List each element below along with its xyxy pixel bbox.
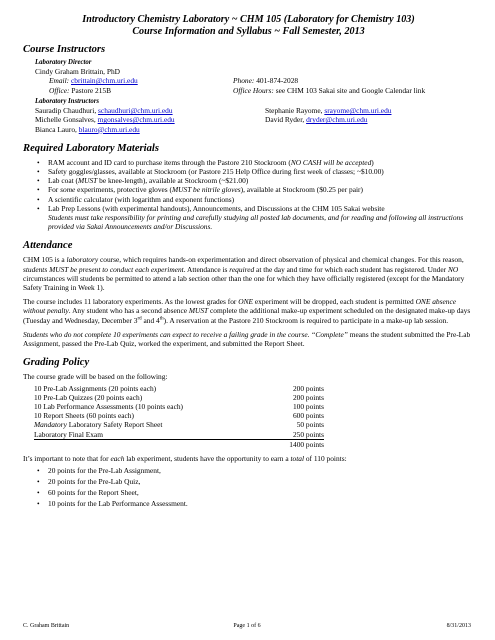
page-footer: [23, 622, 471, 630]
section-heading-attendance: Attendance: [23, 240, 73, 252]
email-label: Email:: [49, 76, 70, 86]
bullet-icon: •: [37, 477, 40, 487]
attendance-paragraph-3: Students who do not complete 10 experiments can expect to receive a failing grade in the course. “Complete” means the student submitted the Pre-Lab Assignment, passed the Pre-Lab Quiz, worked the experiment, and submitted the Report Sheet.: [23, 329, 471, 349]
grading-table: [34, 384, 334, 449]
instructor-email-link[interactable]: schaudhuri@chm.uri.edu: [98, 106, 173, 116]
director-email-link[interactable]: cbrittain@chm.uri.edu: [70, 76, 138, 86]
office-label: Office:: [49, 85, 70, 95]
instructor-email-link[interactable]: blauro@chm.uri.edu: [78, 124, 140, 134]
instructor-email-link[interactable]: srayome@chm.uri.edu: [324, 106, 392, 116]
materials-note: Students must take responsibility for printing and carefully studying all posted lab documents, and for reading and following all instructions provided via Sakai Announcements and/or Discussions.: [48, 213, 464, 232]
points-list: [23, 465, 474, 509]
instructor-name: Stephanie Rayome,: [265, 106, 323, 116]
grading-note: It’s important to note that for each lab experiment, students have the opportunity to earn a total of 110 points:: [23, 453, 347, 463]
table-row: 10 Pre-Lab Quizzes (20 points each) 200 points: [34, 392, 324, 402]
list-item: • Safety goggles/glasses, available at Stockroom (or Pastore 215 Help Office during first week of classes; ~$10.00): [37, 167, 384, 177]
materials-list: [23, 158, 474, 232]
director-name: Cindy Graham Brittain, PhD: [35, 67, 120, 77]
document-header: [23, 14, 474, 39]
bullet-icon: •: [37, 203, 40, 213]
instructor-email-link[interactable]: dryder@chm.uri.edu: [306, 115, 368, 125]
list-item: • 60 points for the Report Sheet,: [37, 488, 139, 498]
section-heading-materials: Required Laboratory Materials: [23, 142, 159, 154]
section-heading-grading: Grading Policy: [23, 357, 90, 369]
list-item: • A scientific calculator (with logarithm and exponent functions): [37, 194, 235, 204]
list-item: • Lab Prep Lessons (with experimental handouts), Announcements, and Discussions at the CHM 105 Sakai website Students must take responsibility for printing and carefully studying all posted lab documents, and for reading and following all instructions provided via Sakai Announcements and/or Discussions.: [37, 203, 464, 232]
director-office-row: [49, 86, 474, 95]
document-title: Introductory Chemistry Laboratory ~ CHM 105 (Laboratory for Chemistry 103): [82, 14, 415, 25]
instructor-row: [35, 115, 474, 124]
footer-page-number: Page 1 of 6: [233, 623, 261, 629]
table-row: 10 Report Sheets (60 points each) 600 points: [34, 411, 324, 421]
director-office: Pastore 215B: [71, 85, 112, 95]
table-row: 10 Pre-Lab Assignments (20 points each) 200 points: [34, 383, 324, 393]
list-item: • 20 points for the Pre-Lab Quiz,: [37, 477, 141, 487]
director-phone: 401-874-2028: [256, 76, 299, 86]
attendance-paragraph-2: The course includes 11 laboratory experiments. As the lowest grades for ONE experiment will be dropped, each student is permitted ONE absence without penalty. Any student who has a second absence MUST complete the additional make-up experiment scheduled on the designated make-up days (Tuesday and Wednesday, December 3rd and 4th). A reservation at the Pastore 210 Stockroom is required to participate in a make-up lab session.: [23, 297, 471, 325]
grading-total: 1400 points: [289, 439, 324, 449]
bullet-icon: •: [37, 185, 40, 195]
bullet-icon: •: [37, 176, 40, 186]
instructor-name: Sauradip Chaudhuri,: [35, 106, 97, 116]
phone-label: Phone:: [233, 76, 255, 86]
director-contact-row: [49, 76, 474, 85]
office-hours-label: Office Hours:: [233, 85, 274, 95]
footer-date: 8/31/2013: [446, 623, 471, 629]
instructor-row: [35, 125, 474, 134]
bullet-icon: •: [37, 499, 40, 509]
table-row: 10 Lab Performance Assessments (10 points each) 100 points: [34, 401, 324, 411]
bullet-icon: •: [37, 157, 40, 167]
lab-instructors-label: Laboratory Instructors: [35, 97, 100, 105]
attendance-paragraph-1: CHM 105 is a laboratory course, which requires hands-on experimentation and direct observation of physical and chemical changes. For this reason, students MUST be present to conduct each experiment. Attendance is required at the day and time for which each student has registered. Under NO circumstances will students be permitted to attend a lab section other than the one for which they have officially registered (except for the Mandatory Safety Training in Week 1).: [23, 255, 465, 293]
bullet-icon: •: [37, 167, 40, 177]
list-item: • RAM account and ID card to purchase items through the Pastore 210 Stockroom (NO CASH will be accepted): [37, 157, 374, 167]
office-hours: see CHM 103 Sakai site and Google Calendar link: [275, 85, 426, 95]
grading-intro: The course grade will be based on the following:: [23, 372, 168, 382]
table-total-row: [34, 440, 324, 449]
list-item: • 10 points for the Lab Performance Assessment.: [37, 499, 188, 509]
bullet-icon: •: [37, 466, 40, 476]
instructor-email-link[interactable]: mgonsalves@chm.uri.edu: [97, 115, 175, 125]
list-item: • Lab coat (MUST be knee-length), available at Stockroom (~$21.00): [37, 176, 249, 186]
instructor-row: [35, 106, 474, 115]
section-heading-instructors: Course Instructors: [23, 43, 106, 55]
document-subtitle: Course Information and Syllabus ~ Fall Semester, 2013: [132, 26, 365, 38]
table-row: Mandatory Laboratory Safety Report Sheet 50 points: [34, 420, 324, 430]
table-row: Laboratory Final Exam 250 points: [34, 429, 324, 439]
bullet-icon: •: [37, 488, 40, 498]
footer-author: C. Graham Brittain: [23, 623, 70, 629]
bullet-icon: •: [37, 194, 40, 204]
director-label: Laboratory Director: [35, 58, 92, 66]
instructor-name: Michelle Gonsalves,: [35, 115, 96, 125]
list-item: • 20 points for the Pre-Lab Assignment,: [37, 466, 161, 476]
instructor-name: David Ryder,: [265, 115, 305, 125]
list-item: • For some experiments, protective gloves (MUST be nitrile gloves), available at Stockroom ($0.25 per pair): [37, 185, 363, 195]
instructor-name: Bianca Lauro,: [35, 124, 77, 134]
